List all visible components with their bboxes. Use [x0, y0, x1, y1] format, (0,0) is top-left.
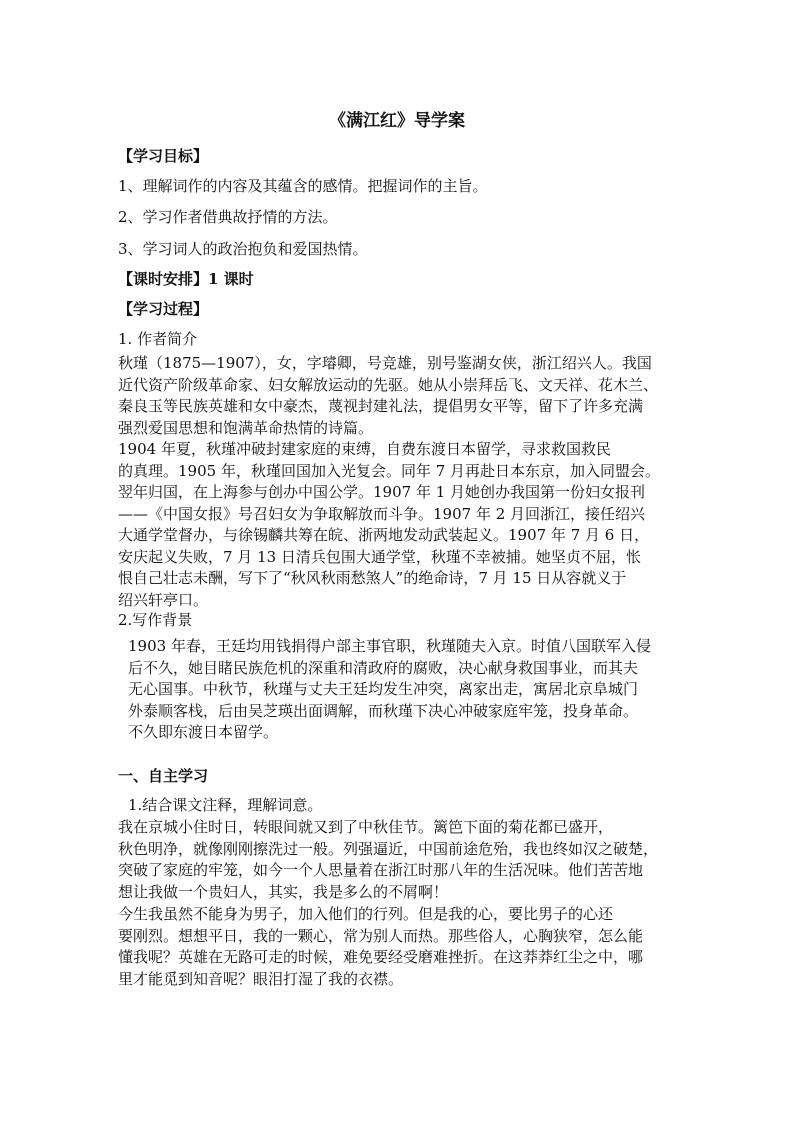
schedule-line [118, 269, 254, 290]
background-heading: 2.写作背景 [118, 611, 193, 629]
translation-paragraph-2: 今生我虽然不能身为男子，加入他们的行列。但是我的心，要比男子的心还 要刚烈。想想平日，我的一颗心，常为别人而热。那些俗人，心胸狭窄，怎么能 懂我呢？英雄在无路可走的时候，难免要经受磨难挫折。在这莽莽红尘之中，哪 里才能觅到知音呢？眼泪打湿了我的衣襟。 [118, 905, 644, 988]
author-paragraph-2: 1904 年夏，秋瑾冲破封建家庭的束缚，自费东渡日本留学，寻求救国救民 的真理。1905 年，秋瑾回国加入光复会。同年 7 月再赴日本东京，加入同盟会。 翌年归国，在上海参与创办中国公学。1907 年 1 月她创办我国第一份妇女报刊 ——《中国女报》号召妇女为争取解放而斗争。1907 年 2 月回浙江，接任绍兴 大通学堂督办，与徐锡麟共筹在皖、浙两地发动武装起义。1907 年 7 月 6 日， 安庆起义失败，7 月 13 日清兵包围大通学堂，秋瑾不幸被捕。她坚贞不屈，怅 恨自己壮志未酬，写下了“秋风秋雨愁煞人”的绝命诗，7 月 15 日从容就义于 绍兴轩亭口。 [118, 440, 661, 609]
author-heading: 1. 作者简介 [118, 330, 198, 348]
objective-item-2: 2、学习作者借典故抒情的方法。 [118, 208, 338, 226]
process-heading: 【学习过程】 [118, 300, 209, 318]
document-title: 《满江红》导学案 [329, 111, 465, 131]
author-paragraph-1: 秋瑾（1875—1907），女，字璿卿，号竞雄，别号鉴湖女侠，浙江绍兴人。我国 近代资产阶级革命家、妇女解放运动的先驱。她从小崇拜岳飞、文天祥、花木兰、 秦良玉等民族英雄和女中豪杰，蔑视封建礼法，提倡男女平等，留下了许多充满 强烈爱国思想和饱满革命热情的诗篇。 [118, 354, 659, 437]
self-study-item-1: 1.结合课文注释，理解词意。 [128, 796, 323, 814]
schedule-value: 1 课时 [208, 270, 254, 288]
objective-item-1: 1、理解词作的内容及其蕴含的感情。把握词作的主旨。 [118, 177, 488, 195]
background-paragraph: 1903 年春，王廷均用钱捐得户部主事官职，秋瑾随夫入京。时值八国联军入侵 后不久，她目睹民族危机的深重和清政府的腐败，决心献身救国事业，而其夫 无心国事。中秋节，秋瑾与丈夫王廷均发生冲突，离家出走，寓居北京阜城门 外泰顺客栈，后由吴芝瑛出面调解，而秋瑾下决心冲破家庭牢笼，投身革命。 不久即东渡日本留学。 [128, 637, 651, 741]
translation-paragraph-1: 我在京城小住时日，转眼间就又到了中秋佳节。篱笆下面的菊花都已盛开， 秋色明净，就像刚刚擦洗过一般。列强逼近，中国前途危殆，我也终如汉之破楚， 突破了家庭的牢笼，如今一个人思量着在浙江时那八年的生活况味。他们苦苦地 想让我做一个贵妇人，其实，我是多么的不屑啊！ [118, 818, 659, 901]
objective-item-3: 3、学习词人的政治抱负和爱国热情。 [118, 240, 368, 258]
schedule-heading: 【课时安排】 [118, 270, 209, 288]
self-study-heading: 一、自主学习 [118, 767, 209, 785]
objectives-heading: 【学习目标】 [118, 147, 209, 165]
